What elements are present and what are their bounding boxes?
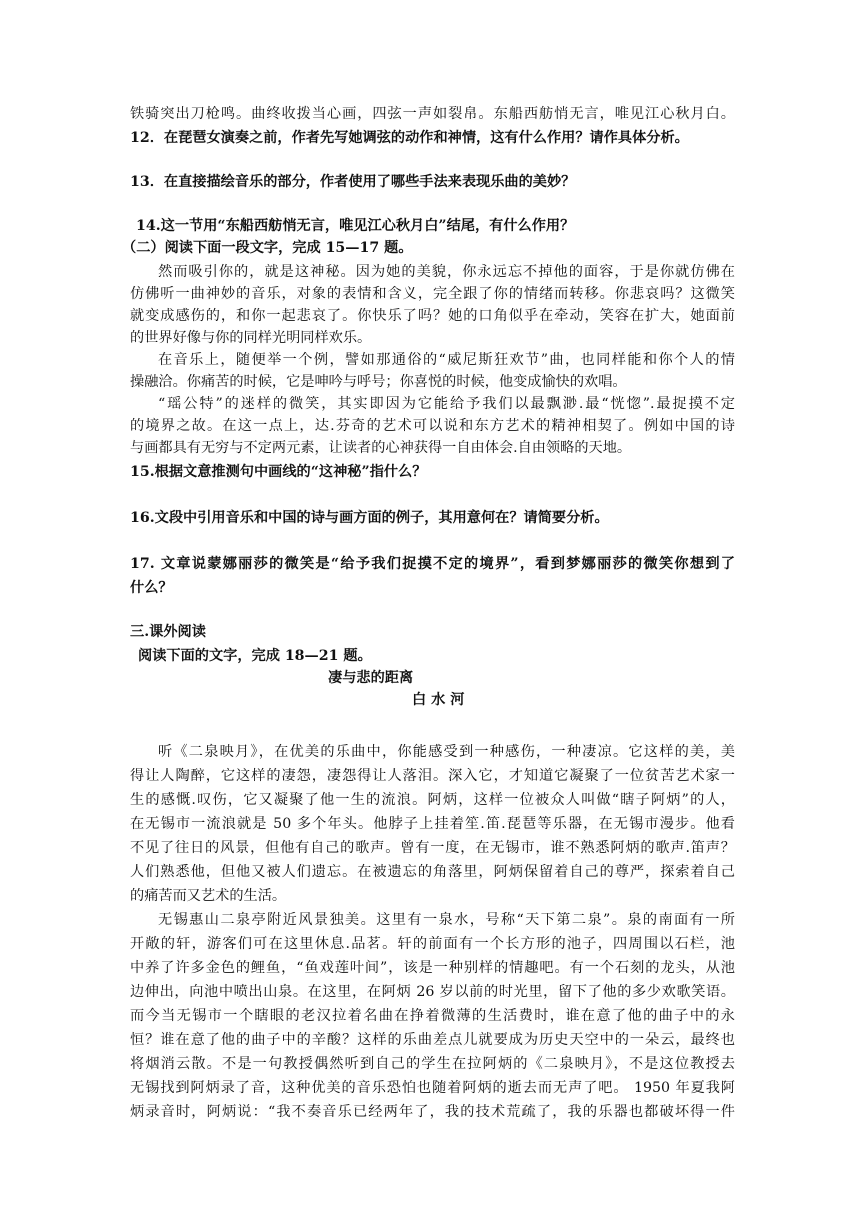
article-line: 中养了许多金色的鲤鱼，“鱼戏莲叶间”，该是一种别样的情趣吧。有一个石刻的龙头，从池 <box>130 960 735 976</box>
passage-2-line: 操融洽。你痛苦的时候，它是呻吟与呼号；你喜悦的时候，他变成愉快的欢唱。 <box>130 374 627 390</box>
section-3-instruction: 阅读下面的文字，完成 18—21 题。 <box>138 648 372 664</box>
question-15: 15.根据文意推测句中画线的“这神秘”指什么？ <box>130 464 427 480</box>
question-17-line: 什么？ <box>130 580 173 596</box>
passage-2-line: 然而吸引你的，就是这神秘。因为她的美貌，你永远忘不掉他的面容，于是你就仿佛在 <box>158 264 735 280</box>
article-line: 将烟消云散。不是一句教授偶然听到自己的学生在拉阿炳的《二泉映月》，不是这位教授去 <box>130 1056 735 1072</box>
article-line: 开敞的轩，游客们可在这里休息.品茗。轩的前面有一个长方形的池子，四周围以石栏，池 <box>130 936 735 952</box>
poem-tail-line: 铁骑突出刀枪鸣。曲终收拨当心画，四弦一声如裂帛。东船西舫悄无言，唯见江心秋月白。 <box>130 106 735 122</box>
article-line: 而今当无锡市一个瞎眼的老汉拉着名曲在挣着微薄的生活费时，谁在意了他的曲子中的永 <box>130 1008 735 1024</box>
article-line: 在无锡市一流浪就是 50 多个年头。他脖子上挂着笙.笛.琵琶等乐器，在无锡市漫步。他看 <box>130 816 735 832</box>
article-line: 的痛苦而又艺术的生活。 <box>130 888 287 904</box>
section-2-title: （二）阅读下面一段文字，完成 15—17 题。 <box>122 240 413 256</box>
article-author: 白 水 河 <box>412 692 465 708</box>
passage-2-line: 在音乐上，随便举一个例，譬如那通俗的“威尼斯狂欢节”曲，也同样能和你个人的情 <box>158 352 735 368</box>
passage-2-line: 的世界好像与你的同样光明同样欢乐。 <box>130 330 372 346</box>
question-17-line: 17. 文章说蒙娜丽莎的微笑是“给予我们捉摸不定的境界”，看到梦娜丽莎的微笑你想到了 <box>130 556 735 572</box>
article-line: 炳录音时，阿炳说：“我不奏音乐已经两年了，我的技术荒疏了，我的乐器也都破坏得一件 <box>130 1104 735 1120</box>
article-line: 无锡惠山二泉亭附近风景独美。这里有一泉水，号称“天下第二泉”。泉的南面有一所 <box>158 912 735 928</box>
question-14: 14.这一节用“东船西舫悄无言，唯见江心秋月白”结尾，有什么作用？ <box>136 218 575 234</box>
article-line: 不见了往日的风景，但他有自己的歌声。曾有一度，在无锡市，谁不熟悉阿炳的歌声.笛声？ <box>130 840 735 856</box>
article-line: 得让人陶醉，它这样的凄怨，凄怨得让人落泪。深入它，才知道它凝聚了一位贫苦艺术家一 <box>130 768 735 784</box>
article-line: 恒？谁在意了他的曲子中的辛酸？这样的乐曲差点儿就要成为历史天空中的一朵云，最终也 <box>130 1032 735 1048</box>
article-line: 无锡找到阿炳录了音，这种优美的音乐恐怕也随着阿炳的逝去而无声了吧。 1950 年夏我阿 <box>130 1080 735 1096</box>
section-3-title: 三.课外阅读 <box>130 624 206 640</box>
question-12: 12．在琵琶女演奏之前，作者先写她调弦的动作和神情，这有什么作用？请作具体分析。 <box>130 130 689 146</box>
passage-2-line: 仿佛听一曲神妙的音乐，对象的表情和含义，完全跟了你的情绪而转移。你悲哀吗？这微笑 <box>130 286 735 302</box>
passage-2-line: 就变成感伤的，和你一起悲哀了。你快乐了吗？她的口角似乎在牵动，笑容在扩大，她面前 <box>130 308 735 324</box>
passage-2-line: “瑶公特”的迷样的微笑，其实即因为它能给予我们以最飘渺.最“恍惚”.最捉摸不定 <box>158 396 735 412</box>
question-13: 13．在直接描绘音乐的部分，作者使用了哪些手法来表现乐曲的美妙？ <box>130 174 576 190</box>
article-line: 生的感慨.叹伤，它又凝聚了他一生的流浪。阿炳，这样一位被众人叫做“瞎子阿炳”的人， <box>130 792 735 808</box>
passage-2-line: 与画都具有无穷与不定两元素，让读者的心神获得一自由体会.自由领略的天地。 <box>130 440 632 456</box>
article-line: 边伸出，向池中喷出山泉。在这里，在阿炳 26 岁以前的时光里，留下了他的多少欢歌笑语。 <box>130 984 735 1000</box>
passage-2-line: 的境界之故。在这一点上，达.芬奇的艺术可以说和东方艺术的精神相契了。例如中国的诗 <box>130 418 735 434</box>
article-line: 听《二泉映月》，在优美的乐曲中，你能感受到一种感伤，一种凄凉。它这样的美，美 <box>158 744 735 760</box>
question-16: 16.文段中引用音乐和中国的诗与画方面的例子，其用意何在？请简要分析。 <box>130 510 609 526</box>
article-line: 人们熟悉他，但他又被人们遗忘。在被遗忘的角落里，阿炳保留着自己的尊严，探索着自己 <box>130 864 735 880</box>
article-title: 凄与悲的距离 <box>328 670 414 686</box>
